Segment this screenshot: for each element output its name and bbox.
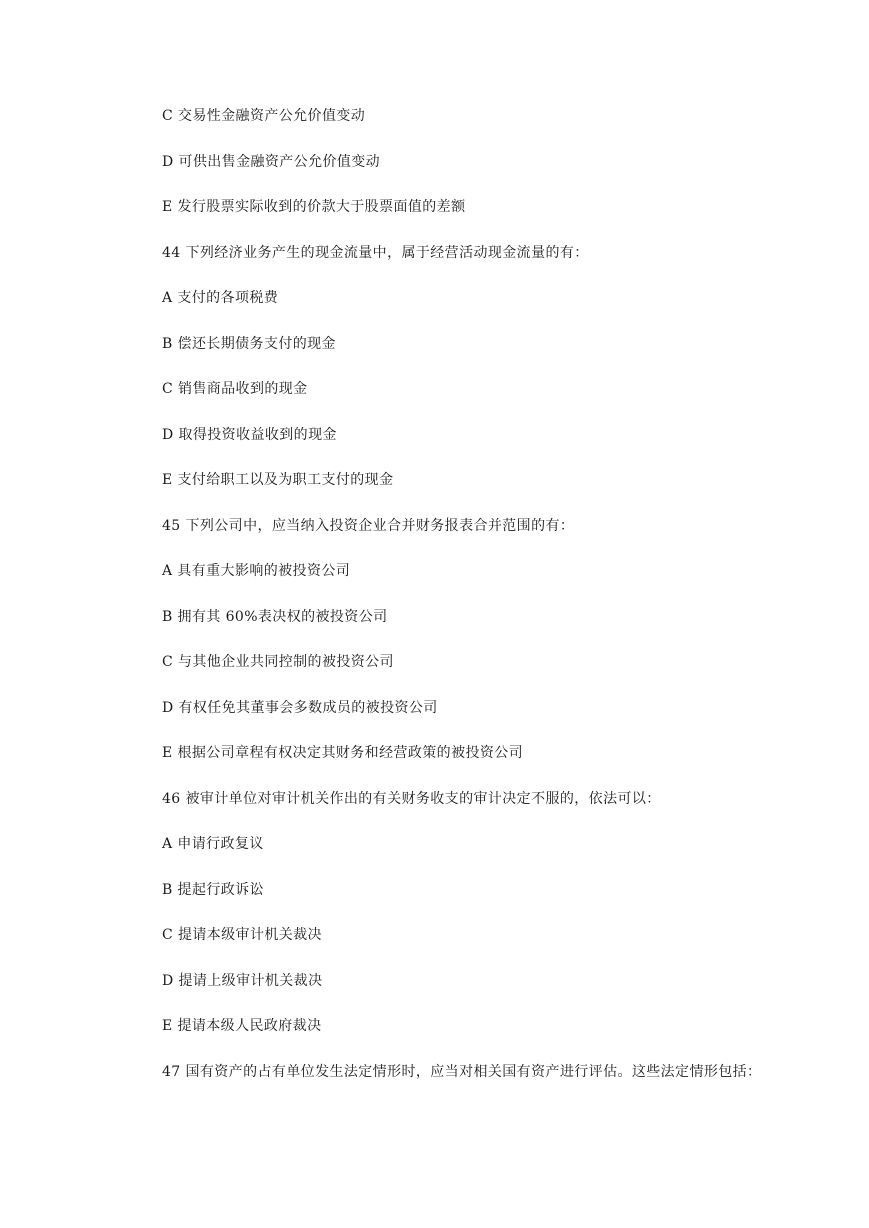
option-b-q45: B 拥有其 60%表决权的被投资公司 (162, 609, 388, 625)
option-e-q45: E 根据公司章程有权决定其财务和经营政策的被投资公司 (162, 745, 524, 761)
option-c-q46: C 提请本级审计机关裁决 (162, 927, 322, 943)
question-46: 46 被审计单位对审计机关作出的有关财务收支的审计决定不服的，依法可以： (162, 791, 661, 807)
option-a-q46: A 申请行政复议 (162, 836, 264, 852)
option-e-q43: E 发行股票实际收到的价款大于股票面值的差额 (162, 199, 466, 215)
option-c-q45: C 与其他企业共同控制的被投资公司 (162, 654, 394, 670)
option-e-q46: E 提请本级人民政府裁决 (162, 1018, 322, 1034)
question-44: 44 下列经济业务产生的现金流量中，属于经营活动现金流量的有： (162, 245, 589, 261)
option-b-q46: B 提起行政诉讼 (162, 882, 264, 898)
option-a-q44: A 支付的各项税费 (162, 290, 279, 306)
question-45: 45 下列公司中，应当纳入投资企业合并财务报表合并范围的有： (162, 518, 575, 534)
option-d-q46: D 提请上级审计机关裁决 (162, 973, 323, 989)
question-47: 47 国有资产的占有单位发生法定情形时，应当对相关国有资产进行评估。这些法定情形包括： (162, 1064, 762, 1080)
option-d-q44: D 取得投资收益收到的现金 (162, 427, 337, 443)
option-b-q44: B 偿还长期债务支付的现金 (162, 336, 336, 352)
option-d-q43: D 可供出售金融资产公允价值变动 (162, 154, 381, 170)
option-c-q44: C 销售商品收到的现金 (162, 381, 308, 397)
option-c-q43: C 交易性金融资产公允价值变动 (162, 108, 366, 124)
option-e-q44: E 支付给职工以及为职工支付的现金 (162, 472, 394, 488)
option-d-q45: D 有权任免其董事会多数成员的被投资公司 (162, 700, 438, 716)
option-a-q45: A 具有重大影响的被投资公司 (162, 563, 351, 579)
